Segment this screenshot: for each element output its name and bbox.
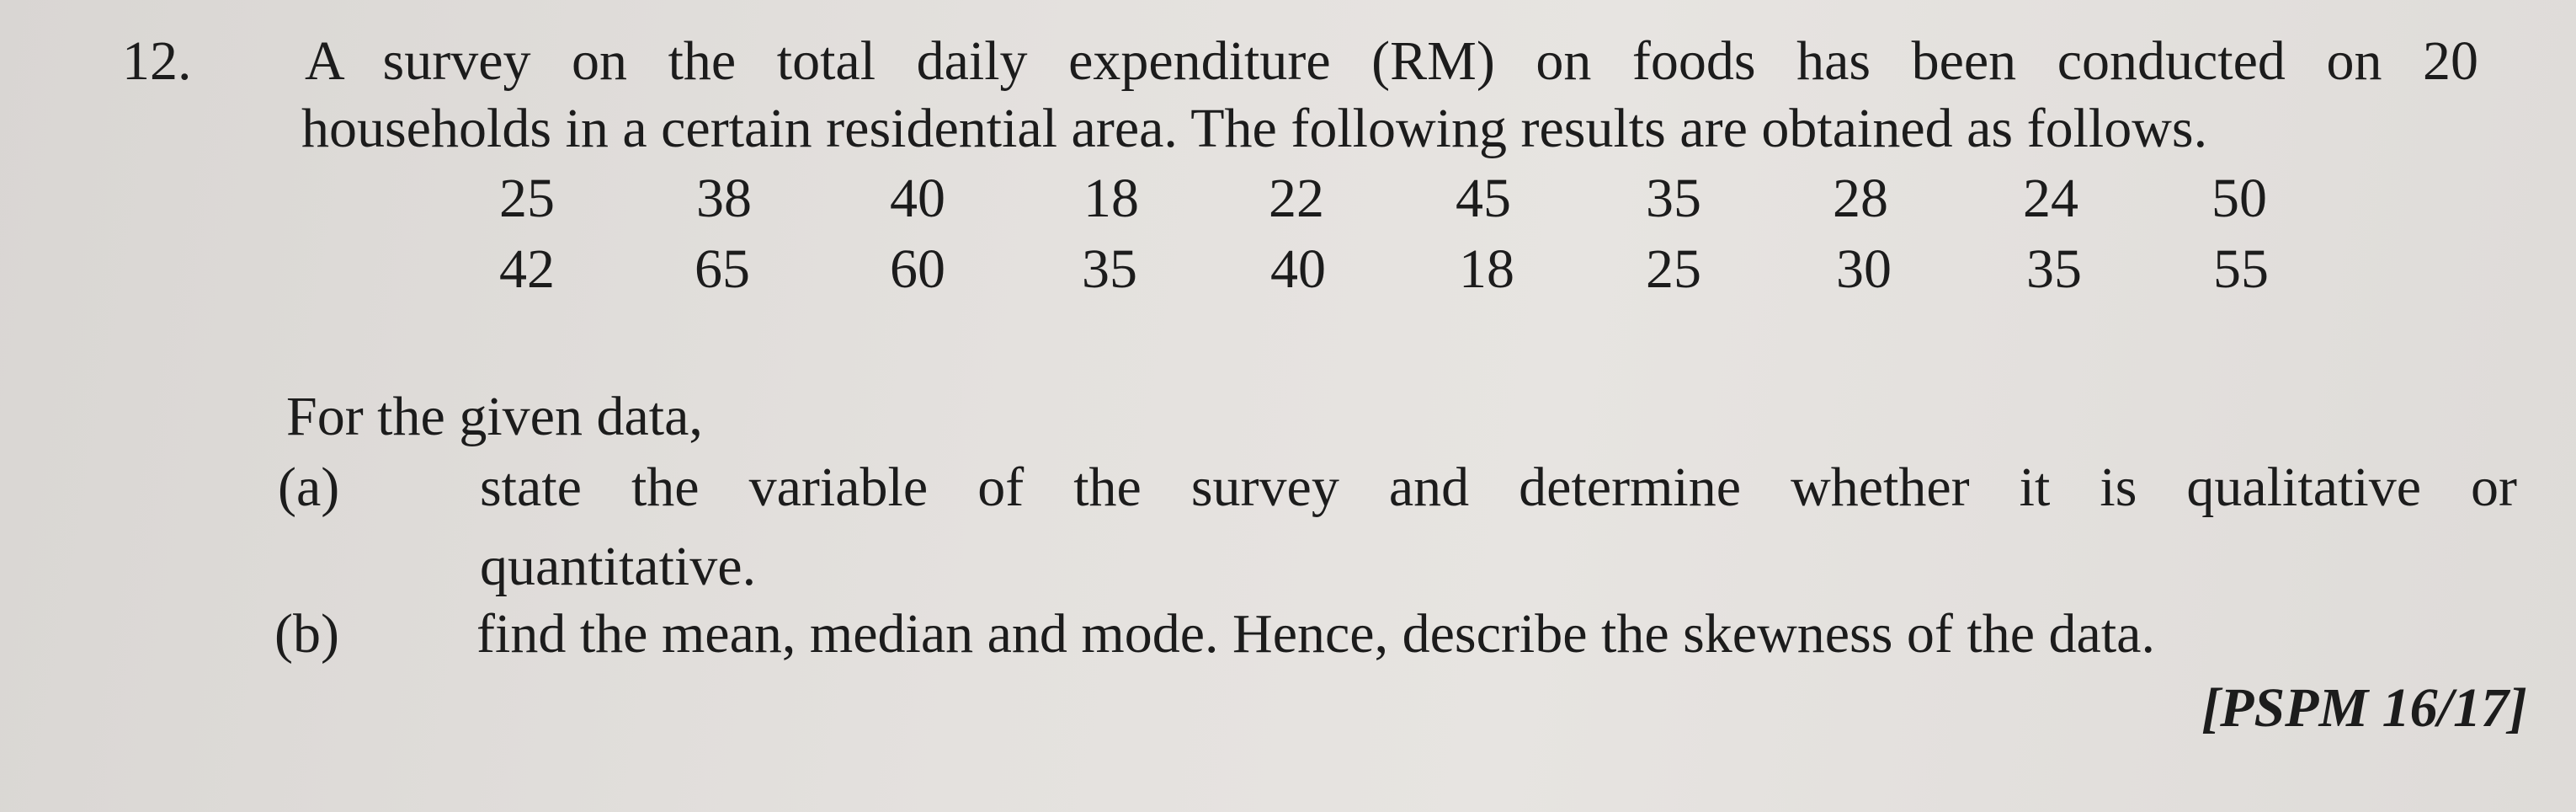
part-b-text-line-1: find the mean, median and mode. Hence, describe the skewness of the data. <box>476 603 2155 665</box>
data-value: 55 <box>2213 238 2269 300</box>
data-value: 18 <box>1083 168 1139 229</box>
part-a-text-line-2: quantitative. <box>480 536 757 597</box>
data-value: 35 <box>1646 168 1701 229</box>
data-value: 35 <box>2026 238 2082 300</box>
data-value: 25 <box>1646 238 1701 300</box>
data-value: 30 <box>1836 238 1892 300</box>
question-prompt: For the given data, <box>286 386 703 447</box>
data-value: 40 <box>890 168 945 229</box>
question-number: 12. <box>122 30 192 92</box>
question-intro-line-2: households in a certain residential area. The following results are obtained as follows. <box>301 98 2208 159</box>
data-row-1 <box>0 168 2576 238</box>
source-reference-text: [PSPM 16/17] <box>2201 677 2527 739</box>
data-value: 24 <box>2023 168 2078 229</box>
part-a-text-line-1: state the variable of the survey and determine whether it is qualitative or <box>480 457 2517 518</box>
data-value: 42 <box>499 238 555 300</box>
data-row-2 <box>0 238 2576 309</box>
data-value: 18 <box>1459 238 1514 300</box>
data-value: 25 <box>499 168 555 229</box>
data-value: 35 <box>1082 238 1137 300</box>
data-value: 40 <box>1270 238 1326 300</box>
data-value: 60 <box>890 238 945 300</box>
data-value: 65 <box>695 238 750 300</box>
data-value: 22 <box>1269 168 1324 229</box>
data-value: 45 <box>1456 168 1511 229</box>
question-intro-line-1: A survey on the total daily expenditure (RM) on foods has been conducted on 20 <box>305 30 2478 92</box>
source-reference <box>2201 677 2527 739</box>
data-value: 28 <box>1833 168 1888 229</box>
part-b-label: (b) <box>274 603 339 665</box>
data-value: 38 <box>696 168 752 229</box>
data-value: 50 <box>2211 168 2267 229</box>
part-a-label: (a) <box>278 457 340 518</box>
